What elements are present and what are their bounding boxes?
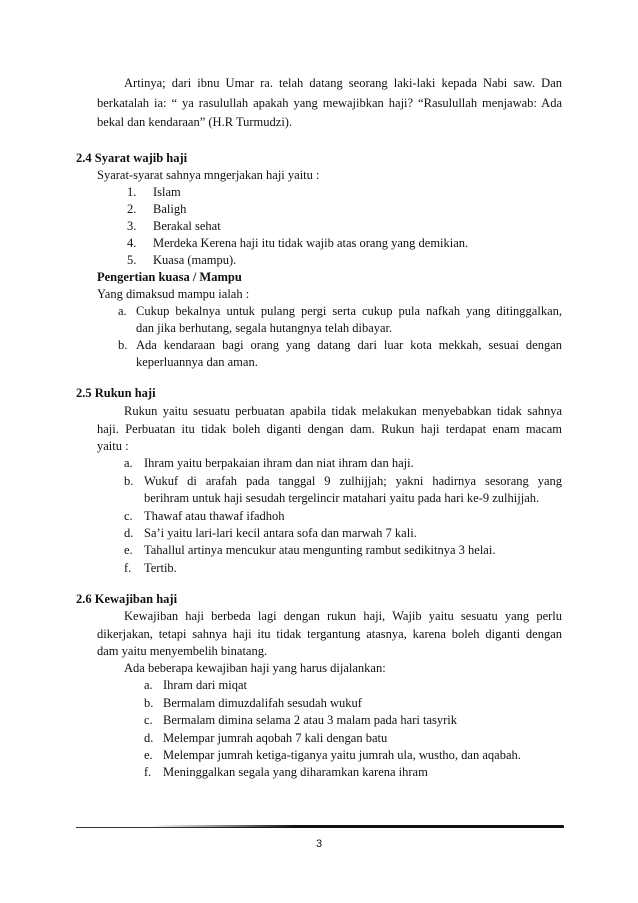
list-item-label: a. [144,678,153,692]
list-item-text-cont: berihram untuk haji sesudah tergelincir matahari yaitu pada hari ke-9 zulhijjah. [144,491,540,505]
list-item-label: b. [144,696,154,710]
list-item-text: Melempar jumrah ketiga-tiganya yaitu jumrah ula, wustho, dan aqabah. [163,748,521,762]
list-item-number: 2. [127,202,137,216]
list-item-label: f. [124,561,132,575]
footer-rule-accent [150,825,564,828]
intro-line-2: berkatalah ia: “ ya rasulullah apakah yang mewajibkan haji? “Rasulullah menjawab: Ada [97,96,562,110]
list-item-number: 5. [127,253,137,267]
list-item-label: c. [144,713,153,727]
list-item-text: Berakal sehat [153,219,221,233]
list-item-text: Baligh [153,202,187,216]
list-item-text: Sa’i yaitu lari-lari kecil antara sofa dan marwah 7 kali. [144,526,417,540]
list-item-text: Tertib. [144,561,177,575]
list-item-text: Kuasa (mampu). [153,253,237,267]
subheading-kuasa: Pengertian kuasa / Mampu [97,270,242,284]
section-2-5-para-line-2: haji. Perbuatan itu tidak boleh diganti dengan dam. Rukun haji terdapat enam macam [97,422,562,436]
list-item-label: d. [144,731,154,745]
section-2-5-para-line-1: Rukun yaitu sesuatu perbuatan apabila tidak melakukan menyebabkan tidak sahnya [124,404,562,418]
list-item-text: Melempar jumrah aqobah 7 kali dengan batu [163,731,388,745]
list-item-text: Cukup bekalnya untuk pulang pergi serta cukup pula nafkah yang ditinggalkan, [136,304,562,318]
list-item-label: b. [118,338,128,352]
section-heading-2-4: 2.4 Syarat wajib haji [76,151,188,165]
list-item-text: Islam [153,185,181,199]
section-2-5-para-line-3: yaitu : [97,439,129,453]
list-item-label: a. [118,304,127,318]
section-heading-2-5: 2.5 Rukun haji [76,386,156,400]
list-item-label: c. [124,509,133,523]
section-2-6-para-line-2: dikerjakan, tetapi sahnya haji itu tidak tergantung atasnya, karena boleh diganti dengan [97,627,562,641]
list-item-number: 1. [127,185,137,199]
list-item-label: e. [124,543,133,557]
list-item-number: 3. [127,219,137,233]
list-item-label: d. [124,526,134,540]
section-2-4-lead: Syarat-syarat sahnya mngerjakan haji yaitu : [97,168,320,182]
section-2-6-para-line-1: Kewajiban haji berbeda lagi dengan rukun haji, Wajib yaitu sesuatu yang perlu [124,609,562,623]
page-number: 3 [315,838,323,850]
list-item-text: Ada kendaraan bagi orang yang datang dari luar kota mekkah, sesuai dengan [136,338,562,352]
list-item-text: Bermalam dimuzdalifah sesudah wukuf [163,696,362,710]
list-item-text: Meninggalkan segala yang diharamkan karena ihram [163,765,428,779]
list-item-text: Wukuf di arafah pada tanggal 9 zulhijjah; yakni hadirnya sesorang yang [144,474,562,488]
list-item-text: Thawaf atau thawaf ifadhoh [144,509,285,523]
intro-line-1: Artinya; dari ibnu Umar ra. telah datang seorang laki-laki kepada Nabi saw. Dan [124,76,562,90]
list-item-text: Ihram yaitu berpakaian ihram dan niat ihram dan haji. [144,456,414,470]
list-item-label: e. [144,748,153,762]
list-item-text-cont: keperluannya dan aman. [136,355,258,369]
list-item-text: Bermalam dimina selama 2 atau 3 malam pada hari tasyrik [163,713,457,727]
subheading-lead: Yang dimaksud mampu ialah : [97,287,250,301]
intro-line-3: bekal dan kendaraan” (H.R Turmudzi). [97,115,293,129]
list-item-text: Tahallul artinya mencukur atau mengunting rambut sedikitnya 3 helai. [144,543,496,557]
list-item-text-cont: dan jika berhutang, segala hutangnya telah dibayar. [136,321,393,335]
section-2-6-lead: Ada beberapa kewajiban haji yang harus dijalankan: [124,661,386,675]
list-item-label: b. [124,474,134,488]
list-item-text: Ihram dari miqat [163,678,247,692]
section-2-6-para-line-3: dam yaitu menyembelih binatang. [97,644,268,658]
list-item-text: Merdeka Kerena haji itu tidak wajib atas orang yang demikian. [153,236,469,250]
list-item-number: 4. [127,236,137,250]
list-item-label: a. [124,456,133,470]
section-heading-2-6: 2.6 Kewajiban haji [76,592,178,606]
list-item-label: f. [144,765,152,779]
